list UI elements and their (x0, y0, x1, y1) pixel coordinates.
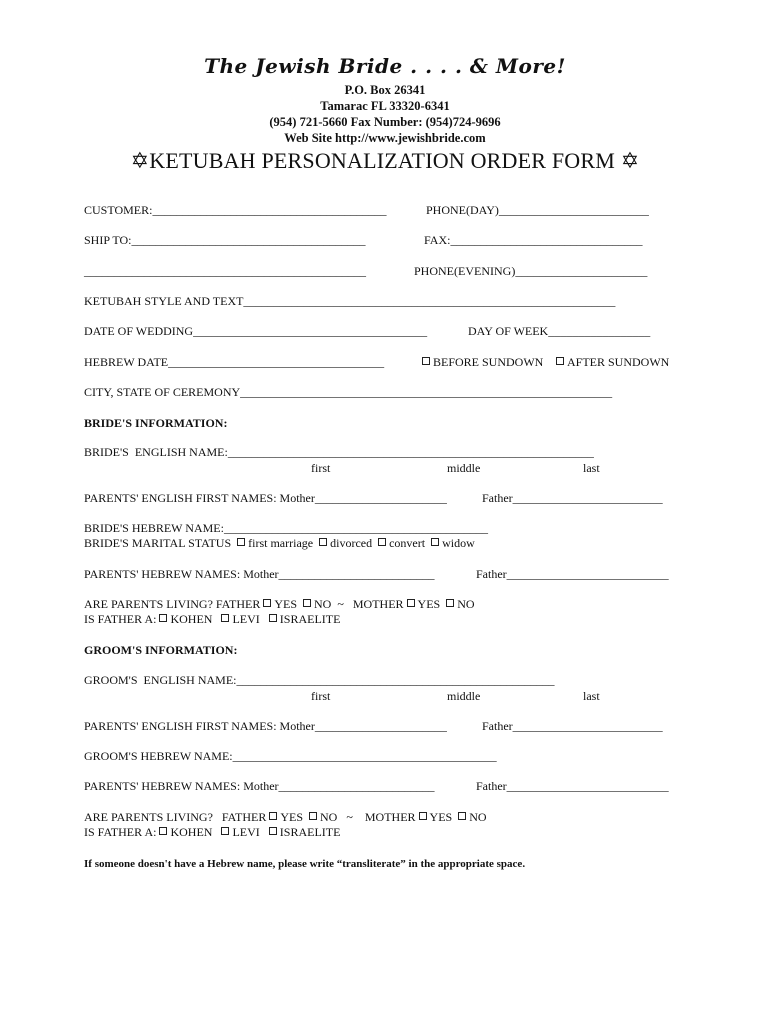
phone-day-field[interactable]: PHONE(DAY)_________________________ (426, 203, 649, 217)
ship-to-field[interactable]: SHIP TO:_______________________________________ (84, 233, 366, 247)
address-line-2: Tamarac FL 33320-6341 (320, 99, 450, 113)
bride-father-no-checkbox[interactable] (303, 599, 311, 607)
divorced-checkbox[interactable] (319, 538, 327, 546)
groom-middle-label: middle (447, 689, 481, 703)
groom-father-no-checkbox[interactable] (309, 812, 317, 820)
bride-parents-english-father-field[interactable]: Father_________________________ (482, 491, 663, 505)
bride-kohen-checkbox[interactable] (159, 614, 167, 622)
bride-mother-yes-checkbox[interactable] (407, 599, 415, 607)
before-sundown-option[interactable]: BEFORE SUNDOWN (422, 355, 543, 369)
fax-field[interactable]: FAX:________________________________ (424, 233, 643, 247)
convert-checkbox[interactable] (378, 538, 386, 546)
date-of-wedding-field[interactable]: DATE OF WEDDING_______________________________________ (84, 324, 428, 338)
after-sundown-option[interactable]: AFTER SUNDOWN (556, 355, 669, 369)
bride-hebrew-name-field[interactable]: BRIDE'S HEBREW NAME:____________________________________________ (84, 521, 488, 535)
groom-parents-hebrew-father-field[interactable]: Father___________________________ (476, 779, 669, 793)
address-line-3: (954) 721-5660 Fax Number: (954)724-9696 (269, 115, 501, 129)
groom-parents-english-mother-field[interactable]: PARENTS' ENGLISH FIRST NAMES: Mother______________________ (84, 719, 447, 733)
bride-israelite-checkbox[interactable] (269, 614, 277, 622)
bride-father-yes-checkbox[interactable] (263, 599, 271, 607)
bride-heading: BRIDE'S INFORMATION: (84, 416, 228, 430)
website-line: Web Site http://www.jewishbride.com (284, 131, 486, 145)
groom-israelite-checkbox[interactable] (269, 827, 277, 835)
city-state-field[interactable]: CITY, STATE OF CEREMONY______________________________________________________________ (84, 385, 613, 399)
page-title: ✡KETUBAH PERSONALIZATION ORDER FORM ✡ (130, 148, 640, 173)
groom-parents-hebrew-mother-field[interactable]: PARENTS' HEBREW NAMES: Mother__________________________ (84, 779, 435, 793)
address-blank-field[interactable]: _______________________________________________ (84, 264, 366, 278)
address-line-1: P.O. Box 26341 (344, 83, 426, 97)
bride-parents-living-row: ARE PARENTS LIVING? FATHER YES NO ~ MOTHER YES NO (84, 597, 475, 611)
groom-first-label: first (311, 689, 331, 703)
bride-mother-no-checkbox[interactable] (446, 599, 454, 607)
first-marriage-checkbox[interactable] (237, 538, 245, 546)
transliterate-note: If someone doesn't have a Hebrew name, please write “transliterate” in the appropriate space. (84, 858, 526, 870)
groom-levi-checkbox[interactable] (221, 827, 229, 835)
hebrew-date-field[interactable]: HEBREW DATE____________________________________ (84, 355, 385, 369)
marital-status-label: BRIDE'S MARITAL STATUS (84, 536, 232, 550)
groom-parents-english-father-field[interactable]: Father_________________________ (482, 719, 663, 733)
groom-parents-living-row: ARE PARENTS LIVING? FATHER YES NO ~ MOTHER YES NO (84, 810, 487, 824)
groom-heading: GROOM'S INFORMATION: (84, 643, 238, 657)
bride-last-label: last (583, 461, 600, 475)
groom-mother-yes-checkbox[interactable] (419, 812, 427, 820)
bride-english-name-field[interactable]: BRIDE'S ENGLISH NAME:_____________________________________________________________ (84, 445, 594, 459)
groom-last-label: last (583, 689, 600, 703)
groom-kohen-checkbox[interactable] (159, 827, 167, 835)
bride-parents-hebrew-mother-field[interactable]: PARENTS' HEBREW NAMES: Mother__________________________ (84, 567, 435, 581)
day-of-week-field[interactable]: DAY OF WEEK_________________ (468, 324, 651, 338)
groom-hebrew-name-field[interactable]: GROOM'S HEBREW NAME:____________________________________________ (84, 749, 497, 763)
before-sundown-checkbox[interactable] (422, 357, 430, 365)
bride-levi-checkbox[interactable] (221, 614, 229, 622)
groom-english-name-field[interactable]: GROOM'S ENGLISH NAME:_____________________________________________________ (84, 673, 555, 687)
bride-middle-label: middle (447, 461, 481, 475)
groom-is-father-row: IS FATHER A: KOHEN LEVI ISRAELITE (84, 825, 341, 839)
bride-first-label: first (311, 461, 331, 475)
ketubah-style-field[interactable]: KETUBAH STYLE AND TEXT______________________________________________________________ (84, 294, 616, 308)
groom-father-yes-checkbox[interactable] (269, 812, 277, 820)
phone-evening-field[interactable]: PHONE(EVENING)______________________ (414, 264, 648, 278)
customer-field[interactable]: CUSTOMER:_______________________________________ (84, 203, 387, 217)
bride-marital-status-row: BRIDE'S MARITAL STATUS first marriage divorced convert widow (84, 536, 475, 550)
bride-parents-english-mother-field[interactable]: PARENTS' ENGLISH FIRST NAMES: Mother______________________ (84, 491, 447, 505)
bride-is-father-row: IS FATHER A: KOHEN LEVI ISRAELITE (84, 612, 341, 626)
groom-mother-no-checkbox[interactable] (458, 812, 466, 820)
widow-checkbox[interactable] (431, 538, 439, 546)
bride-parents-hebrew-father-field[interactable]: Father___________________________ (476, 567, 669, 581)
logo: The Jewish Bride . . . . & More! (204, 54, 566, 78)
after-sundown-checkbox[interactable] (556, 357, 564, 365)
